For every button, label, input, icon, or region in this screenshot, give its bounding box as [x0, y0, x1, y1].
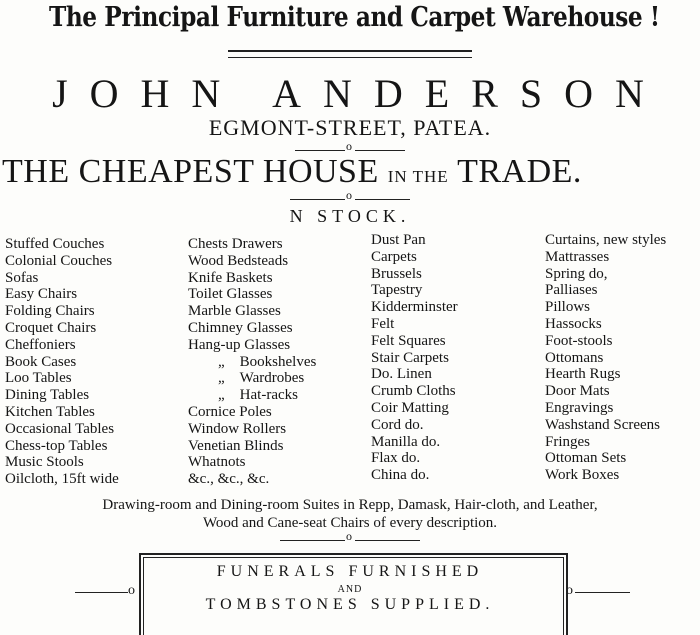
list-item: Hang-up Glasses [188, 336, 291, 353]
list-item: Ottoman Sets [545, 450, 627, 467]
list-item: Spring do, [545, 265, 608, 282]
list-item: Window Rollers [188, 420, 287, 437]
list-item: Mattrasses [545, 248, 610, 265]
list-item: Crumb Cloths [371, 383, 456, 400]
list-item: Book Cases [5, 353, 77, 370]
list-item: Foot-stools [545, 332, 613, 349]
proprietor-name: JOHN ANDERSON [52, 71, 666, 116]
ornament-divider-3 [280, 529, 420, 547]
side-ornament-left: o [128, 583, 135, 598]
headline: The Principal Furniture and Carpet Warehouse ! [49, 2, 660, 33]
list-item: Brussels [371, 265, 422, 282]
list-item: Pillows [545, 299, 591, 316]
list-item: Easy Chairs [5, 286, 78, 303]
list-item: Cord do. [371, 416, 424, 433]
list-item: Coir Matting [371, 399, 449, 416]
list-item: Music Stools [5, 454, 84, 471]
list-item: Tapestry [371, 282, 423, 299]
stock-column-3 [371, 232, 458, 484]
tombstones-line: TOMBSTONES SUPPLIED. [205, 596, 495, 613]
list-item: Washstand Screens [545, 416, 661, 433]
list-item-ditto [188, 387, 316, 404]
list-item: Croquet Chairs [5, 319, 97, 336]
list-item: Stuffed Couches [5, 236, 105, 252]
list-item-ditto [188, 354, 316, 371]
list-item: Toilet Glasses [188, 286, 273, 303]
stock-column-2 [188, 236, 316, 488]
list-item: Loo Tables [5, 370, 72, 387]
list-item: Dust Pan [371, 232, 426, 248]
list-item: Hassocks [545, 315, 602, 332]
list-item: Manilla do. [371, 433, 441, 450]
list-item: Dining Tables [5, 387, 90, 404]
ornament-mark: o [346, 188, 352, 202]
list-item: Marble Glasses [188, 303, 281, 320]
ditto-item: Wardrobes [239, 370, 305, 387]
slogan [2, 153, 698, 191]
list-item: China do. [371, 467, 430, 484]
list-item: Kitchen Tables [5, 403, 95, 420]
list-item: Fringes [545, 433, 590, 450]
side-ornament-right: o [566, 583, 573, 598]
list-item: Colonial Couches [5, 252, 113, 269]
list-item: Oilcloth, 15ft wide [5, 471, 119, 488]
list-item: Stair Carpets [371, 349, 449, 366]
slogan-trade: TRADE. [457, 153, 582, 190]
in-stock-heading: N STOCK. [289, 206, 411, 226]
list-item: Felt [371, 315, 395, 332]
list-item: Felt Squares [371, 332, 446, 349]
list-item: Do. Linen [371, 366, 432, 383]
stock-column-1 [5, 236, 119, 488]
list-item: &c., &c., &c. [188, 471, 270, 488]
ditto-item: Bookshelves [239, 353, 317, 370]
list-item: Work Boxes [545, 467, 620, 484]
list-item: Knife Baskets [188, 269, 273, 286]
ornament-mark: o [346, 139, 352, 153]
list-item-ditto [188, 370, 316, 387]
list-item: Ottomans [545, 349, 604, 366]
list-item: Folding Chairs [5, 303, 95, 320]
ditto-item: Hat-racks [239, 387, 298, 404]
list-item: Chimney Glasses [188, 319, 293, 336]
ornament-divider-2 [290, 188, 410, 206]
ditto-mark: „ [218, 370, 225, 387]
address: EGMONT-STREET, PATEA. [208, 115, 492, 140]
list-item: Cheffoniers [5, 336, 76, 353]
list-item: Hearth Rugs [545, 366, 621, 383]
suites-line-2: Wood and Cane-seat Chairs of every description. [202, 515, 498, 531]
list-item: Kidderminster [371, 299, 458, 316]
list-item: Palliases [545, 282, 598, 299]
and-line: AND [337, 584, 363, 595]
list-item: Door Mats [545, 383, 610, 400]
ornament-mark: o [346, 529, 352, 543]
list-item: Sofas [5, 269, 39, 286]
funerals-line: FUNERALS FURNISHED [216, 563, 484, 580]
slogan-main: THE CHEAPEST HOUSE [2, 153, 379, 190]
list-item: Chess-top Tables [5, 437, 108, 454]
suites-paragraph [0, 496, 700, 532]
list-item: Curtains, new styles [545, 232, 667, 248]
list-item: Venetian Blinds [188, 437, 284, 454]
list-item: Flax do. [371, 450, 421, 467]
list-item: Whatnots [188, 454, 246, 471]
list-item: Wood Bedsteads [188, 252, 289, 269]
list-item: Chests Drawers [188, 236, 283, 252]
ditto-mark: „ [218, 353, 225, 370]
list-item: Cornice Poles [188, 403, 272, 420]
stock-column-4 [545, 232, 666, 484]
suites-line-1: Drawing-room and Dining-room Suites in Repp, Damask, Hair-cloth, and Leather, [102, 497, 598, 513]
ditto-mark: „ [218, 387, 225, 404]
list-item: Engravings [545, 399, 614, 416]
list-item: Occasional Tables [5, 420, 115, 437]
list-item: Carpets [371, 248, 417, 265]
headline-double-rule [228, 50, 472, 58]
slogan-in-the: IN THE [387, 167, 449, 186]
